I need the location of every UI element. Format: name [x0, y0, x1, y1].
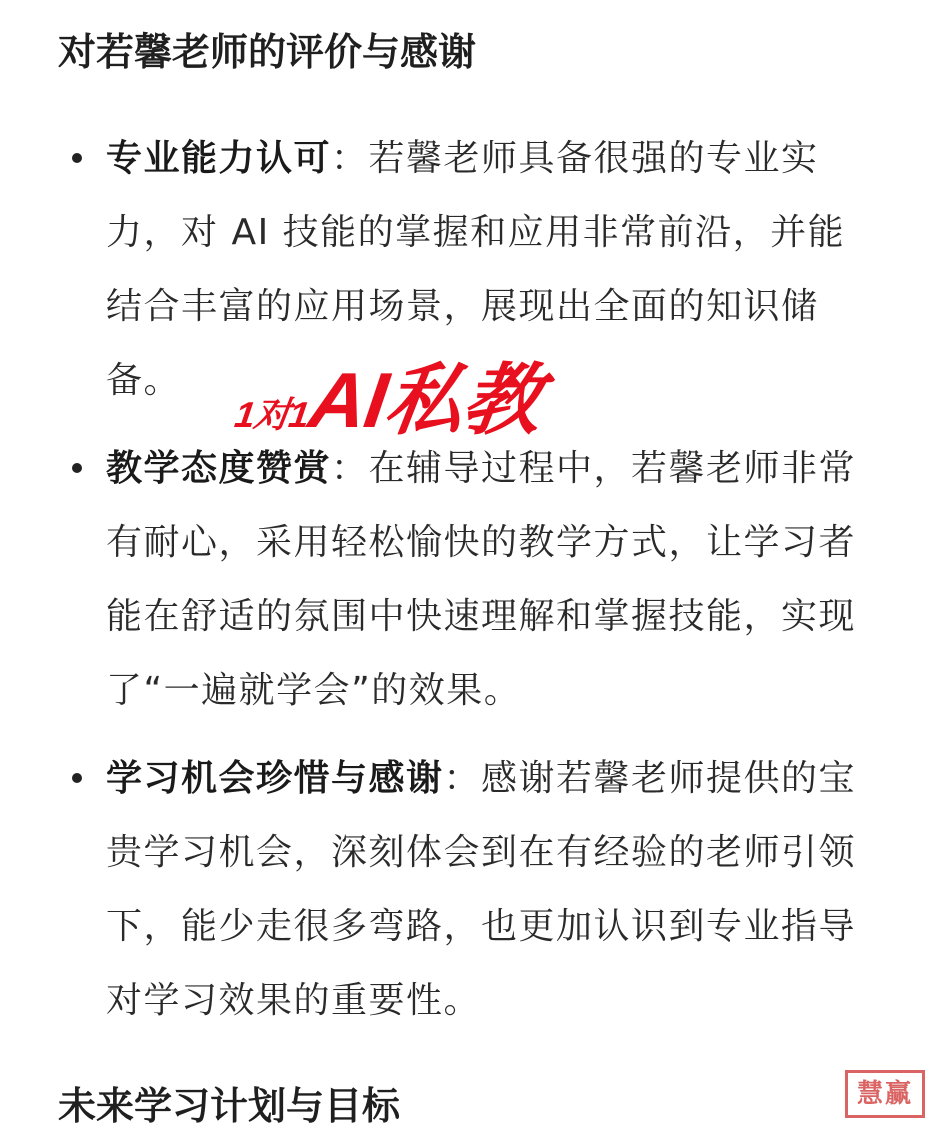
- bullet-icon: [72, 153, 82, 163]
- list-item-gratitude: [106, 742, 876, 1038]
- item-text: ：若馨老师具备很强的专业实力，对 AI 技能的掌握和应用非常前沿，并能结合丰富的应用场景，展现出全面的知识储备。: [106, 138, 846, 401]
- watermark-prefix: 1对1: [232, 394, 312, 435]
- item-text: ：在辅导过程中，若馨老师非常有耐心，采用轻松愉快的教学方式，让学习者能在舒适的氛围中快速理解和掌握技能，实现了“一遍就学会”的效果。: [106, 448, 857, 711]
- watermark-overlay: [230, 338, 549, 450]
- seal-stamp-icon: 慧赢: [845, 1070, 925, 1118]
- bullet-icon: [72, 773, 82, 783]
- section-heading-future-plan: 未来学习计划与目标: [58, 1084, 401, 1128]
- list-item-teaching-attitude: [106, 432, 876, 728]
- item-text: ：感谢若馨老师提供的宝贵学习机会，深刻体会到在有经验的老师引领下，能少走很多弯路，也更加认识到专业指导对学习效果的重要性。: [106, 758, 857, 1021]
- section-heading-evaluation: 对若馨老师的评价与感谢: [58, 30, 477, 74]
- item-title: 专业能力认可: [106, 138, 332, 179]
- watermark-main: AI私教: [304, 356, 547, 444]
- item-title: 教学态度赞赏: [106, 448, 332, 489]
- bullet-icon: [72, 463, 82, 473]
- item-title: 学习机会珍惜与感谢: [106, 758, 444, 799]
